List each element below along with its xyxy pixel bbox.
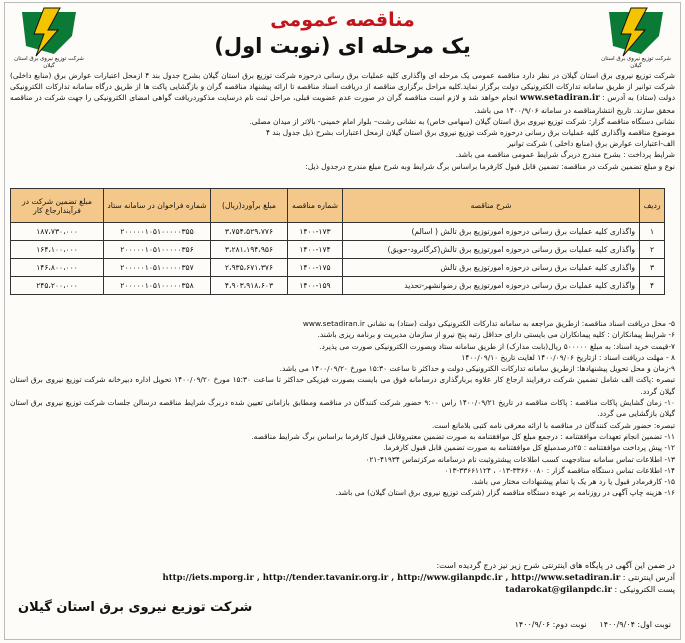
header-description: شرح مناقصه xyxy=(343,189,640,223)
table-row: ۴ واگذاری کلیه عملیات برق رسانی درحوزه امورتوزیع برق رضوانشهر-تحدید ۱۴۰۰-۱۵۹ ۴،۹۰۳،۹۱۸،۶۰۳ ۲۰۰۰۰۰۱۰۵۱۰۰۰۰۰۳۵۸ ۲۴۵،۲۰۰،۰۰۰ xyxy=(11,277,665,295)
publication-dates xyxy=(515,620,671,629)
intro-payment: شرایط پرداخت : بشرح مندرج دربرگ شرایط عمومی مناقصه می باشد. xyxy=(455,150,675,160)
internet-label: آدرس اینترنتی : xyxy=(622,572,675,582)
email-label: پست الکترونیکی : xyxy=(614,585,675,594)
second-publication-date: نوبت دوم: ۱۴۰۰/۹/۰۶ xyxy=(514,620,587,629)
note-item: ۱۵- کارفرمادر قبول یا رد هر یک یا تمام پیشنهادات مختار می باشد. xyxy=(471,477,675,487)
table-header-row xyxy=(11,189,665,223)
intro-funding: الف-اعتبارات عوارض برق (منابع داخلی ) شرکت توانیر xyxy=(507,139,675,149)
tender-conditions xyxy=(10,318,675,499)
header-tender-number: شماره مناقصه xyxy=(288,189,343,223)
footer-websites xyxy=(10,572,675,585)
table-row: ۱ واگذاری کلیه عملیات برق رسانی درحوزه امورتوزیع برق تالش ( اسالم) ۱۴۰۰-۱۷۳ ۳،۷۵۴،۵۲۹،۷۷۶ ۲۰۰۰۰۰۱۰۵۱۰۰۰۰۰۳۵۵ ۱۸۷،۷۳۰،۰۰۰ xyxy=(11,223,665,241)
note-item: تبصره :پاکت الف شامل تضمین شرکت درفرایند ارجاع کار علاوه بربارگذاری درسامانه فوق می بایست بصورت فیزیکی حداکثر تا ساعت ۱۵:۳۰ مورخ ۱۴۰۰/۰۹/۲۰ تحویل اداره دبیرخانه شرکت توزیع نیروی برق استان گیلان گردد. xyxy=(10,375,675,396)
note-item: ۶- شرایط پیمانکاران : کلیه پیمانکاران می بایستی دارای حداقل رتبه پنج نیرو از سازمان مدیریت و برنامه ریزی باشند. xyxy=(317,330,675,340)
note-item: ۵- محل دریافت اسناد مناقصه: ازطریق مراجعه به سامانه تدارکات الکترونیکی دولت (ستاد) به نشانی www.setadiran.ir xyxy=(302,319,675,328)
header-estimate: مبلغ برآورد(ریال) xyxy=(211,189,288,223)
note-item: ۱۲- پیش پرداخت موافقتنامه : ۲۵درصدمبلغ کل موافقتنامه به صورت تضمین قابل قبول کارفرما. xyxy=(383,443,675,453)
email-link[interactable]: tadarokat@gilanpdc.ir xyxy=(505,585,612,595)
power-company-logo-icon xyxy=(14,6,84,58)
note-item: ۱۳- اطلاعات تماس سامانه ستادجهت کسب اطلاعات پیشتروثبت نام درسامانه مرکزتماس ۴۱۹۳۴-۰۲۱ xyxy=(365,454,675,464)
intro-guarantee: نوع و مبلغ تضمین شرکت در مناقصه: تضمین قابل قبول کارفرما براساس برگ شرایط وبه شرح مبلغ مندرج درجدول ذیل: xyxy=(305,161,675,171)
logo-caption-left: شرکت توزیع نیروی برق استان گیلان xyxy=(14,56,84,69)
note-item: تبصره: حضور شرکت کنندگان در مناقصه با ارائه معرفی نامه کتبی بلامانع است. xyxy=(431,420,675,430)
setad-link[interactable]: www.setadiran.ir xyxy=(520,93,600,104)
note-item: ۸ - مهلت دریافت اسناد : ازتاریخ ۱۴۰۰/۰۹/۰۶ لغایت تاریخ ۱۴۰۰/۰۹/۱۰ xyxy=(461,352,675,362)
intro-address: نشانی دستگاه مناقصه گزار: شرکت توزیع نیروی برق استان گیلان (سهامی خاص) به نشانی رشت– بلوار امام خمینی- بالاتر از میدان مصلی. xyxy=(249,116,675,126)
company-signature: شرکت توزیع نیروی برق استان گیلان xyxy=(18,600,253,615)
first-publication-date: نوبت اول: ۱۴۰۰/۹/۰۴ xyxy=(599,620,671,629)
footer-email xyxy=(10,584,675,597)
logo-caption-right: شرکت توزیع نیروی برق استان گیلان xyxy=(601,56,671,69)
title-public-tender: مناقصه عمومی xyxy=(270,9,415,31)
tender-table xyxy=(10,188,665,295)
note-item: ۱۱- تضمین انجام تعهدات موافقتنامه : درجمع مبلغ کل موافقتنامه به صورت تضمین معتبروقابل قبول کارفرما براساس برگ شرایط مناقصه. xyxy=(251,431,675,441)
intro-text xyxy=(10,70,675,172)
notice-footer xyxy=(10,560,675,597)
note-item: ۷-قیمت خرید اسناد: به مبلغ ۵۰۰۰۰۰ ریال(بابت مدارک) از طریق سامانه ستاد وبصورت الکترونیکی صورت می پذیرد. xyxy=(319,341,675,351)
header-guarantee: مبلغ تضمین شرکت در فرآیندارجاع کار xyxy=(11,189,104,223)
note-item: ۱۴- اطلاعات تماس دستگاه مناقصه گزار : ۳۳۶۶۰۰۸۰-۰۱۳ ، ۳۳۶۶۱۱۲۴-۰۱۳ xyxy=(444,465,675,475)
table-row: ۳ واگذاری کلیه عملیات برق رسانی درحوزه امورتوزیع برق تالش ۱۴۰۰-۱۷۵ ۲،۹۳۵،۶۷۱،۳۷۶ ۲۰۰۰۰۰۱۰۵۱۰۰۰۰۰۳۵۷ ۱۴۶،۸۰۰،۰۰۰ xyxy=(11,259,665,277)
title-one-stage: یک مرحله ای (نوبت اول) xyxy=(214,34,471,58)
power-company-logo-icon xyxy=(601,6,671,58)
table-row: ۲ واگذاری کلیه عملیات برق رسانی درحوزه امورتوزیع برق تالش(کرگانرود-حویق) ۱۴۰۰-۱۷۴ ۳،۲۸۱،۱۹۴،۹۵۶ ۲۰۰۰۰۰۱۰۵۱۰۰۰۰۰۳۵۶ ۱۶۴،۱۰۰،۰۰۰ xyxy=(11,241,665,259)
website-links[interactable]: http://iets.mporg.ir , http://tender.tavanir.org.ir , http://www.gilanpdc.ir , http://www.setadiran.ir xyxy=(162,572,621,583)
company-logo-left xyxy=(14,6,84,70)
footer-note: در ضمن این آگهی در پایگاه های اینترنتی شرح زیر نیز درج گردیده است: xyxy=(436,561,675,570)
note-item: ۱۰- زمان گشایش پاکات مناقصه : پاکات مناقصه در تاریخ ۱۴۰۰/۰۹/۲۱ راس ۹:۰۰ حضور شرکت کنندگان در مناقصه ومطابق بازامانی تعیین شده دربرگ شرایط مناقصه درسالن جلسات شرکت توزیع نیروی برق استان گیلان بازگشایی می گردد. xyxy=(10,398,675,419)
company-logo-right xyxy=(601,6,671,70)
notice-title xyxy=(120,8,565,60)
header-row-number: ردیف xyxy=(640,189,665,223)
intro-subject: موضوع مناقصه واگذاری کلیه عملیات برق رسانی درحوزه شرکت توزیع نیروی برق استان گیلان ازمحل اعتبارات بشرح ذیل جدول بند ۴ xyxy=(265,128,675,138)
intro-paragraph: شرکت توزیع نیروی برق استان گیلان در نظر دارد مناقصه عمومی یک مرحله ای واگذاری کلیه عملیات برق رسانی درحوزه شرکت توزیع برق استان گیلان بشرح جدول بند ۴ ازمحل اعتبارات عوارض برق (منابع داخلی) شرکت توانیر از طریق سامانه تدارکات الکترونیکی دولت برگزار نماید.کلیه مراحل برگزاری مناقصه از دریافت اسناد مناقصه تا ارائه پیشنهاد مناقصه گران و بازگشایی پاکت ها از طریق درگاه سامانه تدارکات الکترونیکی دولت (ستاد) به آدرس : www.setadiran.ir انجام خواهد شد و لازم است مناقصه گران در صورت عدم عضویت قبلی، مراحل ثبت نام درسایت مذکوردریافت گواهی امضای الکترونیکی را جهت شرکت در مناقصه محقق سازند. تاریخ انتشارمناقصه در سامانه ۱۴۰۰/۹/۰۶ می باشد. xyxy=(10,71,675,115)
note-item: ۱۶- هزینه چاپ آگهی در روزنامه بر عهده دستگاه مناقصه گزار (شرکت توزیع نیروی برق استان گیلان) می باشد. xyxy=(335,488,675,498)
header-call-number: شماره فراخوان در سامانه ستاد xyxy=(104,189,211,223)
note-item: ۹-زمان و محل تحویل پیشنهادها: ازطریق سامانه تدارکات الکترونیکی دولت و حداکثر تا ساعت ۱۵:۳۰ مورخ ۱۴۰۰/۰۹/۲۰ می باشد. xyxy=(279,364,675,374)
